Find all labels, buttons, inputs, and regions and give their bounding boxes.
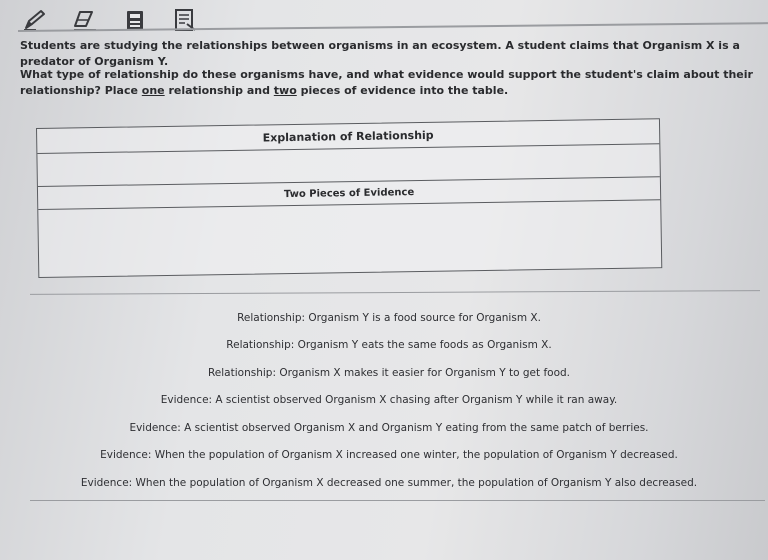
options-divider-bottom [30,500,765,501]
evidence-header: Two Pieces of Evidence [38,177,660,210]
answer-table [36,118,662,278]
draggable-option[interactable]: Evidence: When the population of Organism X increased one winter, the population of Organism Y decreased. [100,449,678,462]
options-divider-top [30,290,760,295]
option-row [36,469,742,497]
draggable-option[interactable]: Relationship: Organism Y is a food source for Organism X. [237,311,541,324]
evidence-drop-zone[interactable] [38,200,661,276]
option-row [36,332,742,360]
pencil-icon [22,8,48,32]
draggable-option[interactable]: Evidence: A scientist observed Organism X and Organism Y eating from the same patch of berries. [129,421,649,434]
answer-options [36,304,742,497]
question-intro: Students are studying the relationships between organisms in an ecosystem. A student claims that Organism X is a predator of Organism Y. [20,39,740,68]
prompt-text-start: What type of relationship do these organisms have, and what evidence would support the student's claim about their relationship? Place [20,68,753,97]
draggable-option[interactable]: Relationship: Organism X makes it easier for Organism Y to get food. [207,366,570,379]
draggable-option[interactable]: Evidence: When the population of Organism X decreased one summer, the population of Organism Y also decreased. [80,476,698,489]
option-row [36,442,742,470]
relationship-header: Explanation of Relationship [37,119,659,154]
prompt-text-mid: relationship and [164,84,274,97]
option-row [36,414,742,442]
option-row [36,359,742,387]
draggable-option[interactable]: Relationship: Organism Y eats the same foods as Organism X. [226,339,552,352]
prompt-emphasis-two: two [273,84,297,97]
option-row [36,387,742,415]
draggable-option[interactable]: Evidence: A scientist observed Organism X chasing after Organism Y while it ran away. [160,394,618,407]
question-prompt [20,67,760,99]
option-row [36,304,742,332]
prompt-emphasis-one: one [141,84,165,97]
prompt-text-end: pieces of evidence into the table. [296,84,509,97]
